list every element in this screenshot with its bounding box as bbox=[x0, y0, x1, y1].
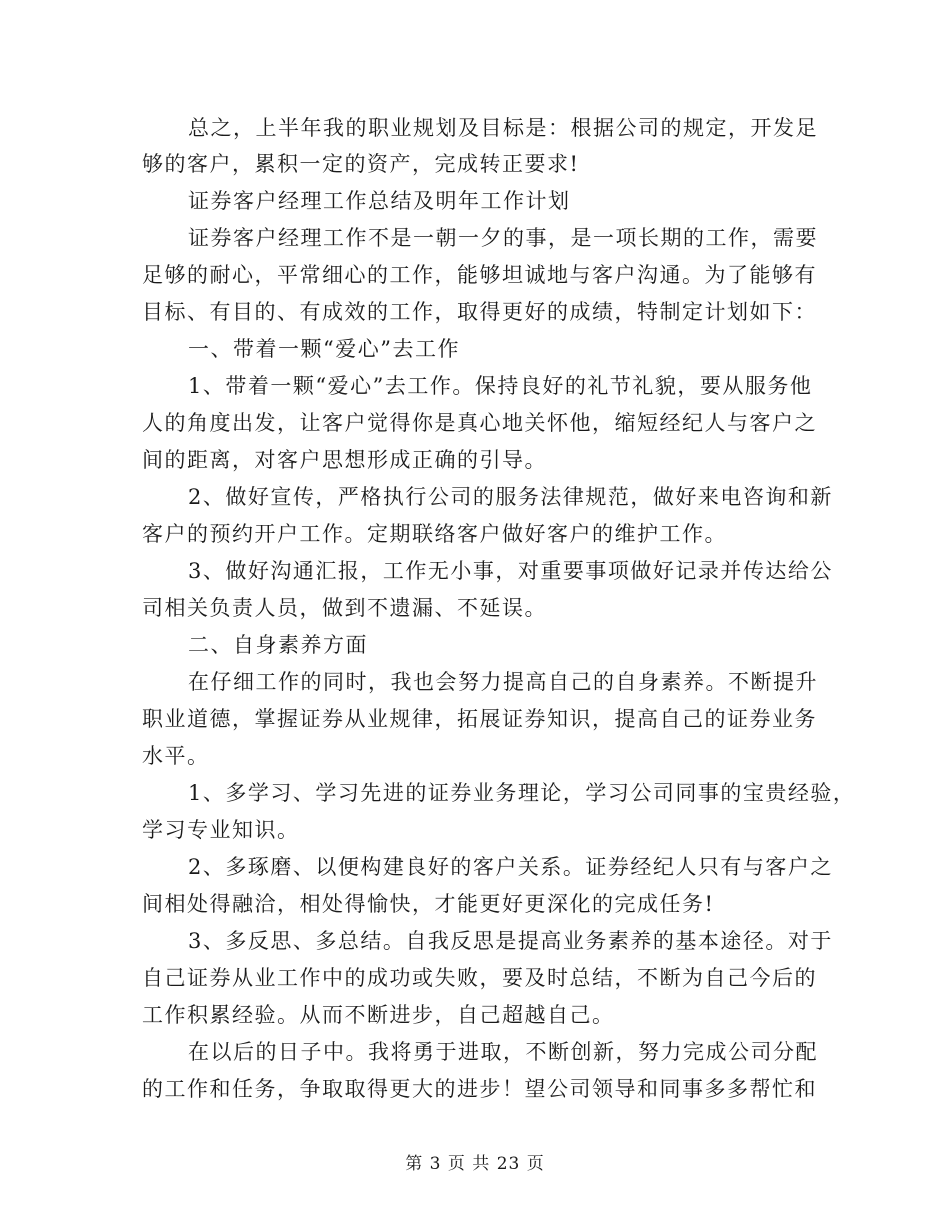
paragraph-line: 水平。 bbox=[142, 744, 210, 768]
page-number-footer: 第 3 页 共 23 页 bbox=[405, 1154, 545, 1174]
paragraph-line: 总之，上半年我的职业规划及目标是：根据公司的规定，开发足 bbox=[188, 116, 818, 140]
paragraph-line: 3、多反思、多总结。自我反思是提高业务素养的基本途径。对于 bbox=[188, 929, 833, 953]
paragraph-line: 间相处得融洽，相处得愉快，才能更好更深化的完成任务! bbox=[142, 892, 715, 916]
paragraph-line: 1、多学习、学习先进的证券业务理论，学习公司同事的宝贵经验， bbox=[188, 781, 856, 805]
paragraph-line: 够的客户，累积一定的资产，完成转正要求! bbox=[142, 152, 580, 176]
paragraph-line: 间的距离，对客户思想形成正确的引导。 bbox=[142, 448, 547, 472]
paragraph-line: 1、带着一颗“爱心”去工作。保持良好的礼节礼貌，要从服务他 bbox=[188, 374, 813, 398]
paragraph-line: 司相关负责人员，做到不遗漏、不延误。 bbox=[142, 596, 547, 620]
section-heading: 二、自身素养方面 bbox=[188, 633, 368, 657]
paragraph-line: 的工作和任务，争取取得更大的进步！望公司领导和同事多多帮忙和 bbox=[142, 1077, 817, 1101]
paragraph-line: 目标、有目的、有成效的工作，取得更好的成绩，特制定计划如下： bbox=[142, 300, 817, 324]
paragraph-line: 在仔细工作的同时，我也会努力提高自己的自身素养。不断提升 bbox=[188, 670, 818, 694]
paragraph-line: 人的角度出发，让客户觉得你是真心地关怀他，缩短经纪人与客户之 bbox=[142, 411, 817, 435]
paragraph-line: 证券客户经理工作不是一朝一夕的事，是一项长期的工作，需要 bbox=[188, 226, 818, 250]
paragraph-line: 学习专业知识。 bbox=[142, 818, 300, 842]
paragraph-line: 自己证券从业工作中的成功或失败，要及时总结，不断为自己今后的 bbox=[142, 966, 817, 990]
paragraph-line: 客户的预约开户工作。定期联络客户做好客户的维护工作。 bbox=[142, 522, 727, 546]
paragraph-line: 在以后的日子中。我将勇于进取，不断创新，努力完成公司分配 bbox=[188, 1040, 818, 1064]
paragraph-line: 足够的耐心，平常细心的工作，能够坦诚地与客户沟通。为了能够有 bbox=[142, 263, 817, 287]
section-title: 证券客户经理工作总结及明年工作计划 bbox=[188, 189, 571, 213]
paragraph-line: 职业道德，掌握证券从业规律，拓展证券知识，提高自己的证券业务 bbox=[142, 707, 817, 731]
paragraph-line: 2、做好宣传，严格执行公司的服务法律规范，做好来电咨询和新 bbox=[188, 485, 833, 509]
paragraph-line: 3、做好沟通汇报，工作无小事，对重要事项做好记录并传达给公 bbox=[188, 559, 833, 583]
paragraph-line: 工作积累经验。从而不断进步，自己超越自己。 bbox=[142, 1003, 615, 1027]
section-heading: 一、带着一颗“爱心”去工作 bbox=[188, 337, 460, 361]
paragraph-line: 2、多琢磨、以便构建良好的客户关系。证券经纪人只有与客户之 bbox=[188, 855, 833, 879]
